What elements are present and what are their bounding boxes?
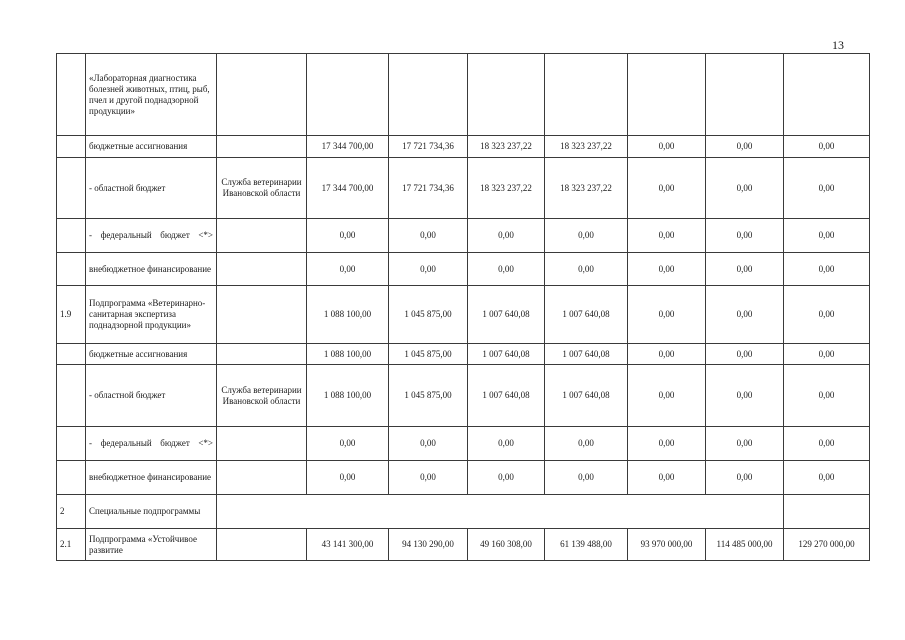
- value-cell: 0,00: [784, 253, 870, 286]
- value-cell: 0,00: [628, 158, 706, 219]
- value-cell: 0,00: [628, 365, 706, 427]
- row-executor: Служба ветеринарии Ивановской области: [217, 158, 307, 219]
- value-cell: 0,00: [784, 427, 870, 461]
- table-row: [57, 158, 870, 219]
- value-cell: 0,00: [628, 253, 706, 286]
- value-cell: [545, 54, 628, 136]
- table-row: [57, 529, 870, 561]
- value-cell: 0,00: [706, 365, 784, 427]
- value-cell: 0,00: [628, 136, 706, 158]
- value-cell: 18 323 237,22: [468, 136, 545, 158]
- value-cell: 0,00: [545, 253, 628, 286]
- row-number: [57, 461, 86, 495]
- row-number: 2: [57, 495, 86, 529]
- row-number: [57, 136, 86, 158]
- row-executor: [217, 286, 307, 344]
- row-executor: [217, 529, 307, 561]
- value-cell: 93 970 000,00: [628, 529, 706, 561]
- value-cell: 1 007 640,08: [468, 344, 545, 365]
- table-row: [57, 344, 870, 365]
- value-cell: 17 721 734,36: [389, 136, 468, 158]
- row-executor: [217, 344, 307, 365]
- value-cell: 0,00: [389, 219, 468, 253]
- value-cell: 0,00: [706, 344, 784, 365]
- row-executor: [217, 219, 307, 253]
- value-cell: 1 007 640,08: [545, 365, 628, 427]
- row-number: [57, 219, 86, 253]
- value-cell: 129 270 000,00: [784, 529, 870, 561]
- table-row: [57, 461, 870, 495]
- row-name: Подпрограмма «Ветеринарно-санитарная экспертиза поднадзорной продукции»: [86, 286, 217, 344]
- row-number: [57, 54, 86, 136]
- value-cell: 1 088 100,00: [307, 344, 389, 365]
- value-cell: [784, 54, 870, 136]
- row-name: бюджетные ассигнования: [86, 344, 217, 365]
- value-cell: 1 045 875,00: [389, 286, 468, 344]
- row-executor: Служба ветеринарии Ивановской области: [217, 365, 307, 427]
- value-cell: 43 141 300,00: [307, 529, 389, 561]
- row-executor: [217, 461, 307, 495]
- value-cell: 114 485 000,00: [706, 529, 784, 561]
- value-cell: 0,00: [784, 344, 870, 365]
- value-cell: [307, 54, 389, 136]
- row-name: внебюджетное финансирование: [86, 461, 217, 495]
- value-cell: 0,00: [706, 219, 784, 253]
- row-number: [57, 365, 86, 427]
- value-cell: 1 007 640,08: [468, 365, 545, 427]
- value-cell: 18 323 237,22: [545, 158, 628, 219]
- value-cell: 0,00: [468, 253, 545, 286]
- row-name: бюджетные ассигнования: [86, 136, 217, 158]
- budget-table: [56, 53, 870, 561]
- row-name: - областной бюджет: [86, 158, 217, 219]
- row-executor: [217, 54, 307, 136]
- value-cell: 1 007 640,08: [545, 286, 628, 344]
- value-cell: 1 088 100,00: [307, 286, 389, 344]
- merged-empty-cell: [217, 495, 784, 529]
- value-cell: 0,00: [468, 219, 545, 253]
- value-cell: 0,00: [389, 427, 468, 461]
- value-cell: [468, 54, 545, 136]
- value-cell: 0,00: [784, 286, 870, 344]
- value-cell: 94 130 290,00: [389, 529, 468, 561]
- value-cell: 1 088 100,00: [307, 365, 389, 427]
- value-cell: 0,00: [628, 461, 706, 495]
- table-row: [57, 253, 870, 286]
- value-cell: 61 139 488,00: [545, 529, 628, 561]
- row-executor: [217, 136, 307, 158]
- value-cell: 18 323 237,22: [468, 158, 545, 219]
- value-cell: 0,00: [706, 461, 784, 495]
- row-name: - федеральный бюджет <*>: [86, 219, 217, 253]
- row-number: [57, 344, 86, 365]
- value-cell: 1 007 640,08: [545, 344, 628, 365]
- row-name: Подпрограмма «Устойчивое развитие: [86, 529, 217, 561]
- value-cell: 49 160 308,00: [468, 529, 545, 561]
- row-number: 1.9: [57, 286, 86, 344]
- value-cell: 0,00: [307, 253, 389, 286]
- value-cell: [628, 54, 706, 136]
- value-cell: 0,00: [628, 344, 706, 365]
- value-cell: [389, 54, 468, 136]
- table-row: [57, 427, 870, 461]
- row-name: «Лабораторная диагностика болезней животных, птиц, рыб, пчел и другой поднадзорной продукции»: [86, 54, 217, 136]
- empty-cell: [784, 495, 870, 529]
- value-cell: 0,00: [389, 253, 468, 286]
- value-cell: 0,00: [545, 219, 628, 253]
- value-cell: 0,00: [706, 286, 784, 344]
- value-cell: 0,00: [784, 158, 870, 219]
- value-cell: [706, 54, 784, 136]
- row-executor: [217, 427, 307, 461]
- value-cell: 0,00: [307, 461, 389, 495]
- row-number: 2.1: [57, 529, 86, 561]
- row-name: - федеральный бюджет <*>: [86, 427, 217, 461]
- value-cell: 1 007 640,08: [468, 286, 545, 344]
- page-number: 13: [832, 38, 844, 52]
- value-cell: 0,00: [389, 461, 468, 495]
- value-cell: 17 344 700,00: [307, 136, 389, 158]
- value-cell: 0,00: [628, 219, 706, 253]
- table-row: [57, 286, 870, 344]
- table-row: [57, 136, 870, 158]
- value-cell: 0,00: [545, 427, 628, 461]
- value-cell: 0,00: [468, 427, 545, 461]
- row-name: Специальные подпрограммы: [86, 495, 217, 529]
- table-row: [57, 54, 870, 136]
- value-cell: 0,00: [468, 461, 545, 495]
- value-cell: 0,00: [307, 219, 389, 253]
- value-cell: 1 045 875,00: [389, 344, 468, 365]
- value-cell: 17 721 734,36: [389, 158, 468, 219]
- row-name: внебюджетное финансирование: [86, 253, 217, 286]
- value-cell: 0,00: [784, 461, 870, 495]
- value-cell: 1 045 875,00: [389, 365, 468, 427]
- row-number: [57, 253, 86, 286]
- value-cell: 0,00: [784, 365, 870, 427]
- row-executor: [217, 253, 307, 286]
- row-name: - областной бюджет: [86, 365, 217, 427]
- row-number: [57, 158, 86, 219]
- value-cell: 0,00: [706, 136, 784, 158]
- value-cell: 17 344 700,00: [307, 158, 389, 219]
- value-cell: 0,00: [784, 136, 870, 158]
- table-row: [57, 219, 870, 253]
- table-row: [57, 365, 870, 427]
- value-cell: 0,00: [706, 427, 784, 461]
- value-cell: 18 323 237,22: [545, 136, 628, 158]
- value-cell: 0,00: [706, 253, 784, 286]
- value-cell: 0,00: [628, 286, 706, 344]
- value-cell: 0,00: [307, 427, 389, 461]
- value-cell: 0,00: [628, 427, 706, 461]
- table-row: [57, 495, 870, 529]
- value-cell: 0,00: [706, 158, 784, 219]
- row-number: [57, 427, 86, 461]
- value-cell: 0,00: [784, 219, 870, 253]
- value-cell: 0,00: [545, 461, 628, 495]
